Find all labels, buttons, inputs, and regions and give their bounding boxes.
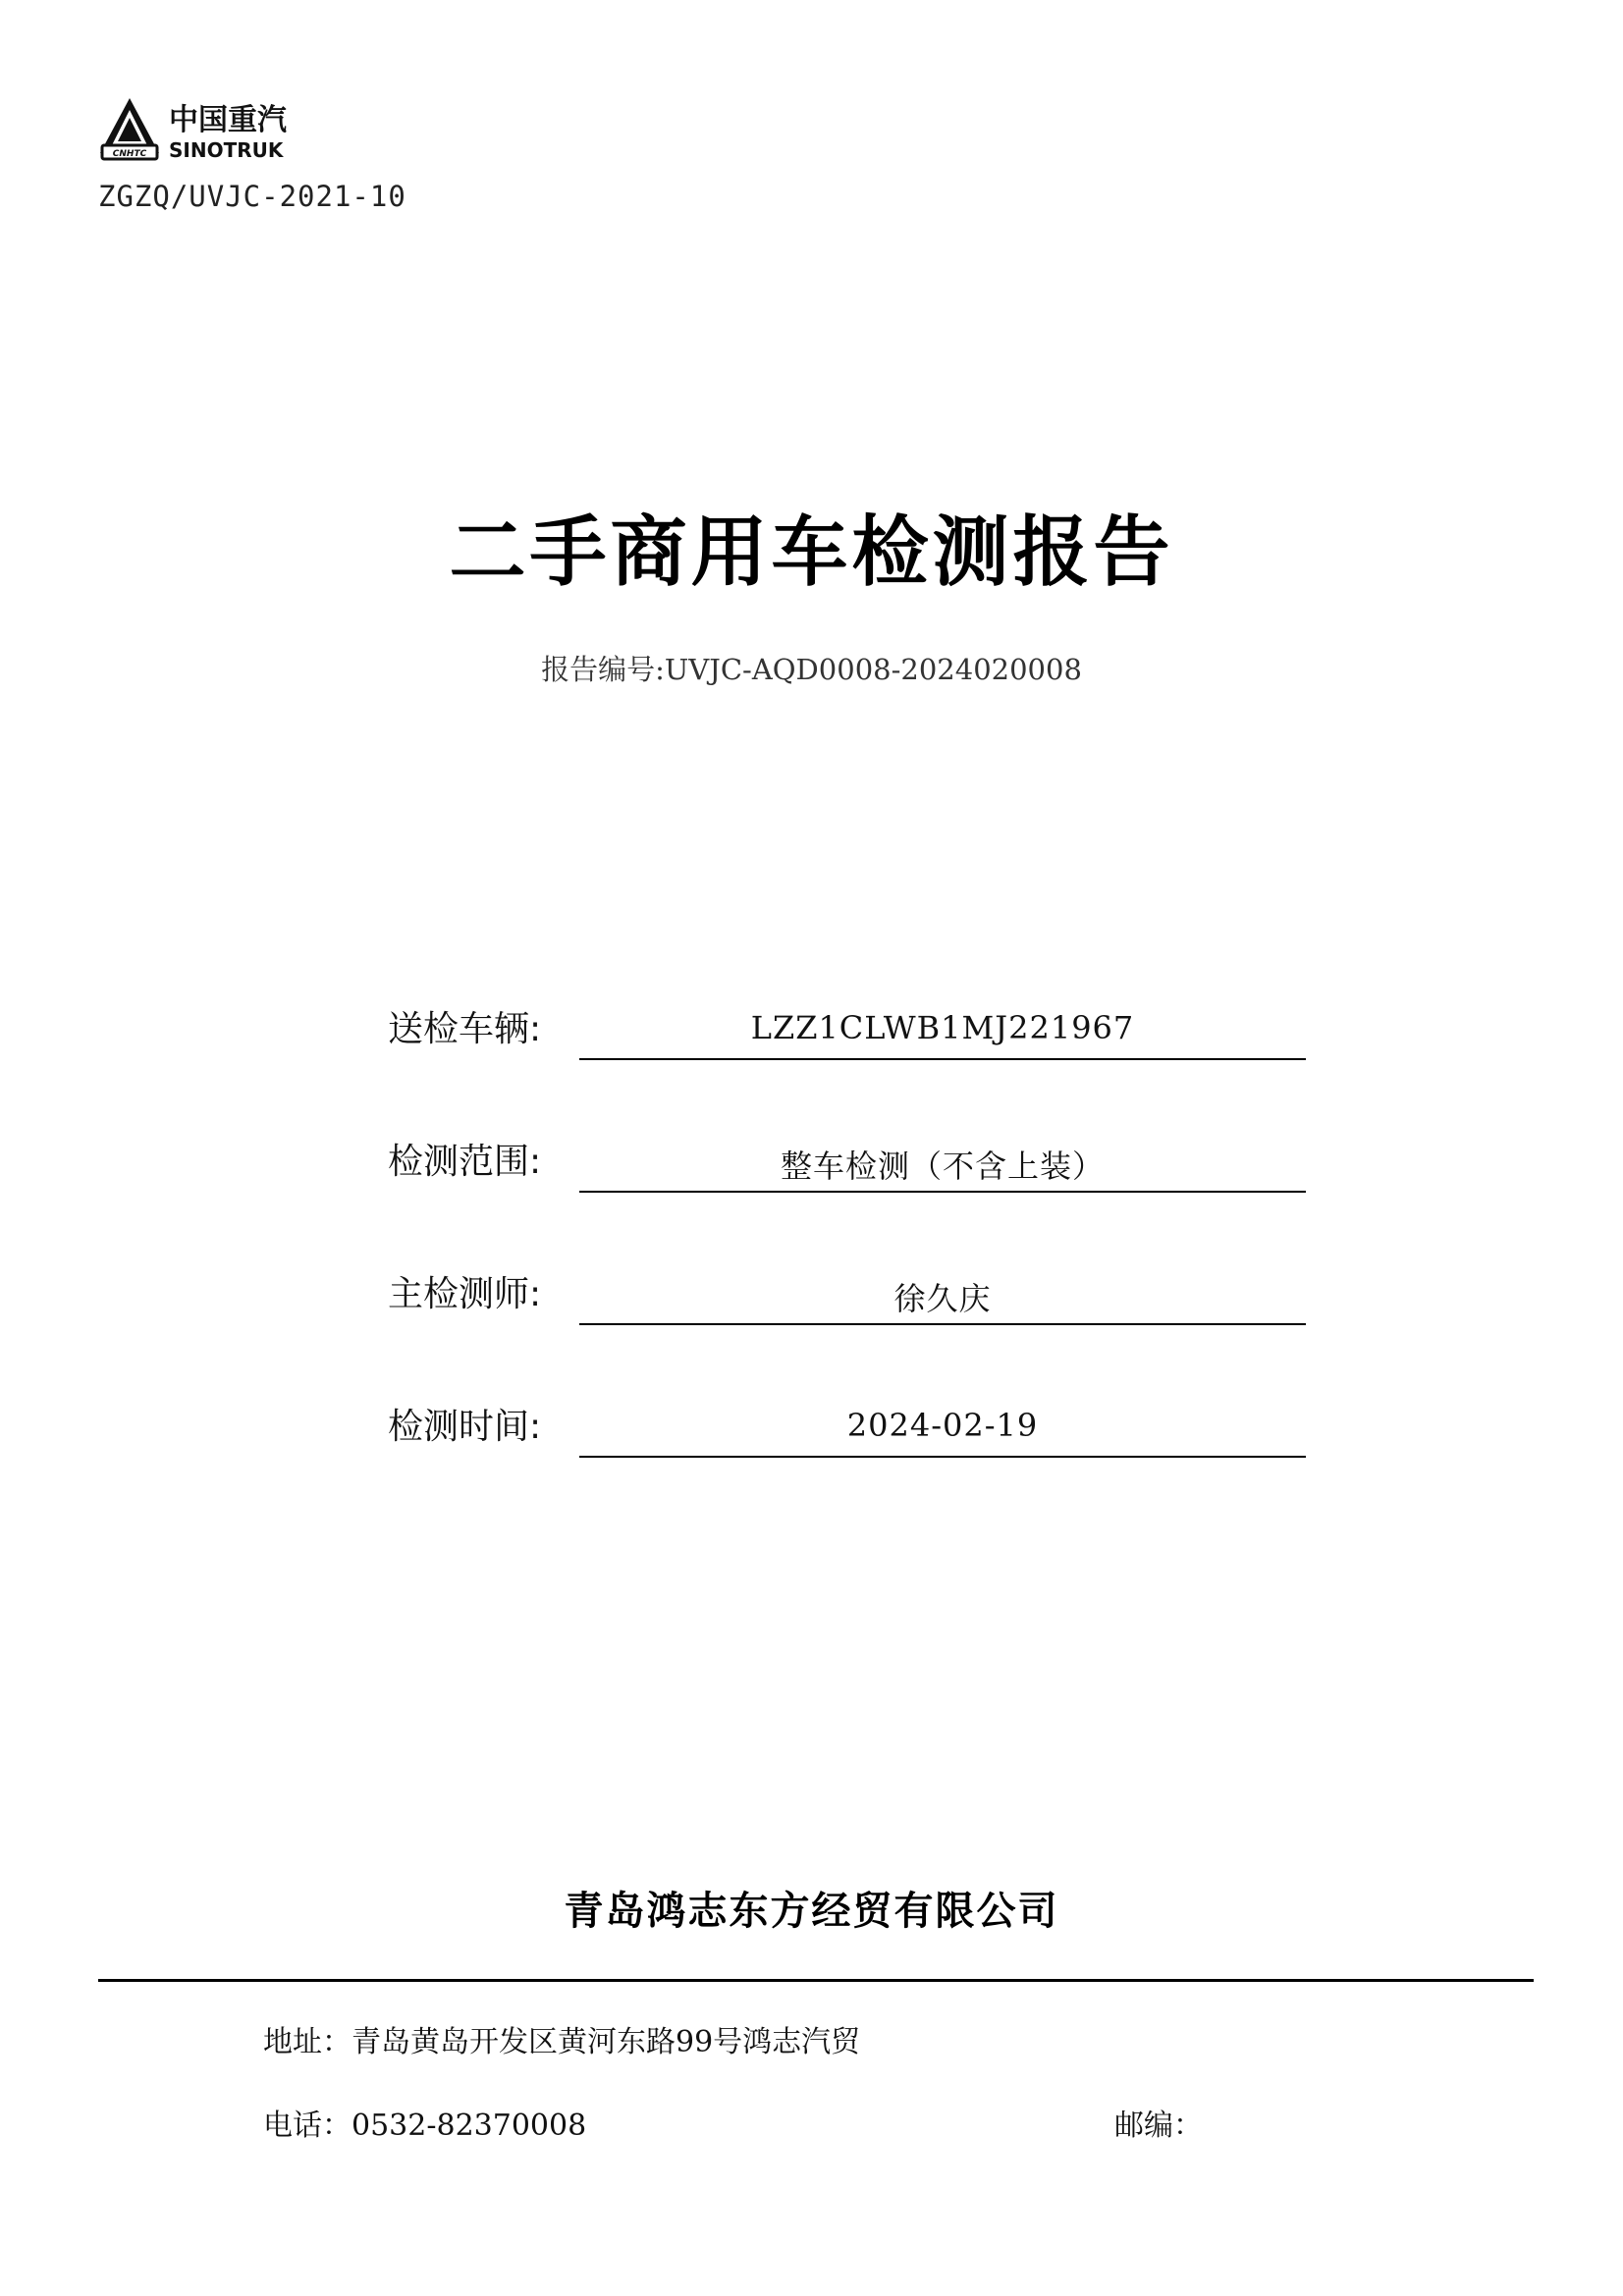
field-label: 主检测师: — [388, 1274, 542, 1314]
footer-phone: 电话：0532-82370008 — [263, 2109, 587, 2143]
field-scope — [388, 1134, 1306, 1193]
field-value: 2024-02-19 — [846, 1407, 1039, 1444]
footer-address: 地址：青岛黄岛开发区黄河东路99号鸿志汽贸 — [263, 2025, 861, 2059]
underline — [579, 1191, 1306, 1193]
field-label: 检测时间: — [388, 1407, 542, 1447]
footer-divider — [98, 1979, 1534, 1982]
field-inspector — [388, 1266, 1306, 1325]
field-value: 整车检测（不含上装） — [780, 1148, 1105, 1185]
company-name: 青岛鸿志东方经贸有限公司 — [564, 1889, 1059, 1934]
field-date — [388, 1399, 1306, 1458]
document-code: ZGZQ/UVJC-2021-10 — [98, 180, 406, 213]
report-number: 报告编号:UVJC-AQD0008-2024020008 — [541, 653, 1082, 686]
report-title: 二手商用车检测报告 — [449, 508, 1174, 597]
svg-text:CNHTC: CNHTC — [112, 149, 147, 159]
underline — [579, 1058, 1306, 1060]
field-label: 检测范围: — [388, 1142, 542, 1182]
field-value: 徐久庆 — [893, 1280, 992, 1317]
svg-text:中国重汽: 中国重汽 — [169, 103, 287, 137]
field-label: 送检车辆: — [388, 1009, 542, 1049]
field-value: LZZ1CLWB1MJ221967 — [750, 1009, 1135, 1046]
underline — [579, 1456, 1306, 1458]
svg-text:SINOTRUK: SINOTRUK — [169, 138, 284, 162]
sinotruk-logo — [98, 96, 314, 165]
underline — [579, 1323, 1306, 1325]
footer-postcode: 邮编： — [1114, 2109, 1203, 2143]
field-vehicle — [388, 1001, 1306, 1060]
